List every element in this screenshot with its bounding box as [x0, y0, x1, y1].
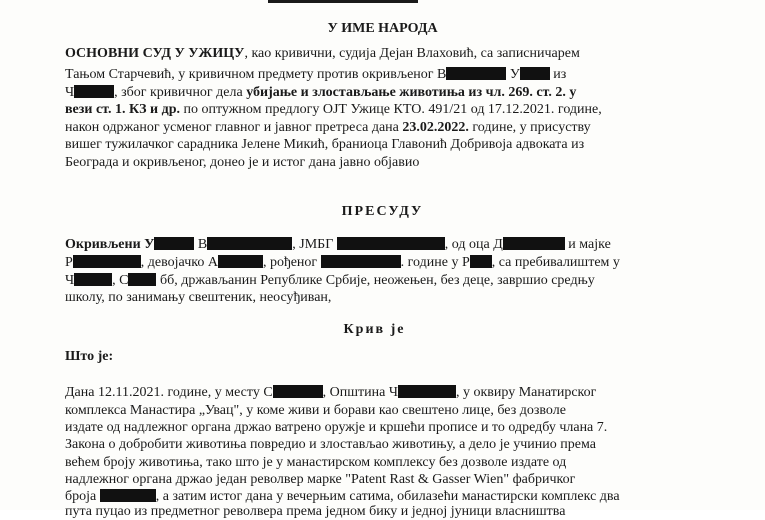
redaction [100, 489, 156, 502]
redaction [520, 67, 550, 80]
intro-text: Ч [65, 85, 75, 100]
defendant-text: Р [65, 255, 73, 270]
intro-text: У [506, 67, 520, 82]
redaction [154, 237, 194, 250]
intro-text: године, у присуству [468, 120, 591, 135]
redaction [470, 255, 492, 268]
because-label: Што је: [65, 349, 114, 364]
intro-line-3 [65, 85, 576, 101]
redaction [218, 255, 263, 268]
body-text: , а затим истог дана у вечерњим сатима, обилазећи манастирски комплекс два [155, 489, 620, 504]
intro-line-5 [65, 120, 591, 136]
body-line-8: пута пуцао из предметног револвера према једном бику и једној јуници власништва [65, 504, 566, 519]
defendant-text: , од оца Д [444, 237, 503, 252]
body-line-7 [65, 489, 620, 505]
body-line-2: комплекса Манастира „Увац", у коме живи и борави као свештено лице, без дозволе [65, 403, 566, 418]
body-line-3: издате од надлежног органа држао ватрено оружје и кршећи прописе и то одредбу члана 7. [65, 420, 608, 435]
defendant-line-3 [65, 273, 595, 289]
defendant-text: , рођеног [262, 255, 321, 270]
body-line-1 [65, 385, 596, 401]
defendant-line-2 [65, 255, 620, 271]
redaction [398, 385, 456, 398]
defendant-text: Ч [65, 273, 75, 288]
body-text: броја [65, 489, 100, 504]
intro-text: , због кривичног дела [114, 85, 247, 100]
top-header-remnant [268, 0, 418, 3]
intro-line-2 [65, 67, 566, 83]
offense-text: вези ст. 1. КЗ и др. [65, 102, 180, 117]
guilty-label: Крив је [343, 322, 406, 337]
defendant-text: , ЈМБГ [292, 237, 337, 252]
defendant-label: Окривљени У [65, 237, 155, 252]
redaction [273, 385, 323, 398]
heading: У ИМЕ НАРОДА [327, 21, 438, 36]
cut-off-line-container [60, 504, 620, 519]
body-line-5: већем броју животиња, тако што је у манастирском комплексу без дозволе издате од [65, 455, 567, 470]
body-line-6: надлежног органа држао један револвер марке "Patent Rast & Gasser Wien" фабричког [65, 472, 576, 487]
body-text: Дана 12.11.2021. године, у месту С [65, 385, 273, 400]
redaction [74, 85, 114, 98]
defendant-text: и мајке [564, 237, 611, 252]
defendant-text: . године у Р [400, 255, 470, 270]
defendant-line-1 [65, 237, 611, 253]
defendant-text: бб, држављанин Републике Србије, неожењен, без деце, завршио средњу [156, 273, 595, 288]
body-text: , у оквиру Манатирског [455, 385, 597, 400]
defendant-text: В [194, 237, 208, 252]
redaction [74, 273, 112, 286]
redaction [503, 237, 565, 250]
intro-text: након одржаног усменог главног и јавног претреса дана [65, 120, 403, 135]
body-line-4: Закона о добробити животиња повредио и злостављао животињу, а дело је учинио према [65, 437, 596, 452]
body-text: , Општина Ч [322, 385, 398, 400]
intro-line-4 [65, 102, 602, 118]
intro-text: из [549, 67, 567, 82]
redaction [73, 255, 141, 268]
redaction [207, 237, 292, 250]
intro-text: по оптужном предлогу ОЈТ Ужице КТО. 491/21 од 17.12.2021. године, [179, 102, 602, 117]
defendant-text: , са пребивалиштем у [491, 255, 620, 270]
verdict-title: ПРЕСУДУ [341, 204, 424, 219]
intro-text: Тањом Старчевић, у кривичном предмету против окривљеног В [65, 67, 447, 82]
redaction [321, 255, 401, 268]
court-name: ОСНОВНИ СУД У УЖИЦУ [65, 46, 245, 61]
intro-line-6: вишег тужилачког сарадника Јелене Микић, браниоца Главонић Добривоја адвоката из [65, 137, 585, 152]
redaction [337, 237, 445, 250]
defendant-line-4: школу, по занимању свештеник, неосуђиван, [65, 290, 332, 305]
redaction [446, 67, 506, 80]
redaction [128, 273, 156, 286]
defendant-text: , девојачко А [140, 255, 218, 270]
offense-text: убијање и злостављање животиња из чл. 269. ст. 2. у [246, 85, 577, 100]
intro-line-7: Београда и окривљеног, донео је и истог дана јавно објавио [65, 155, 420, 170]
intro-line-1 [65, 46, 580, 62]
hearing-date: 23.02.2022. [402, 120, 469, 135]
intro-text: , као кривични, судија Дејан Влаховић, са записничарем [244, 46, 580, 61]
defendant-text: , С [112, 273, 129, 288]
